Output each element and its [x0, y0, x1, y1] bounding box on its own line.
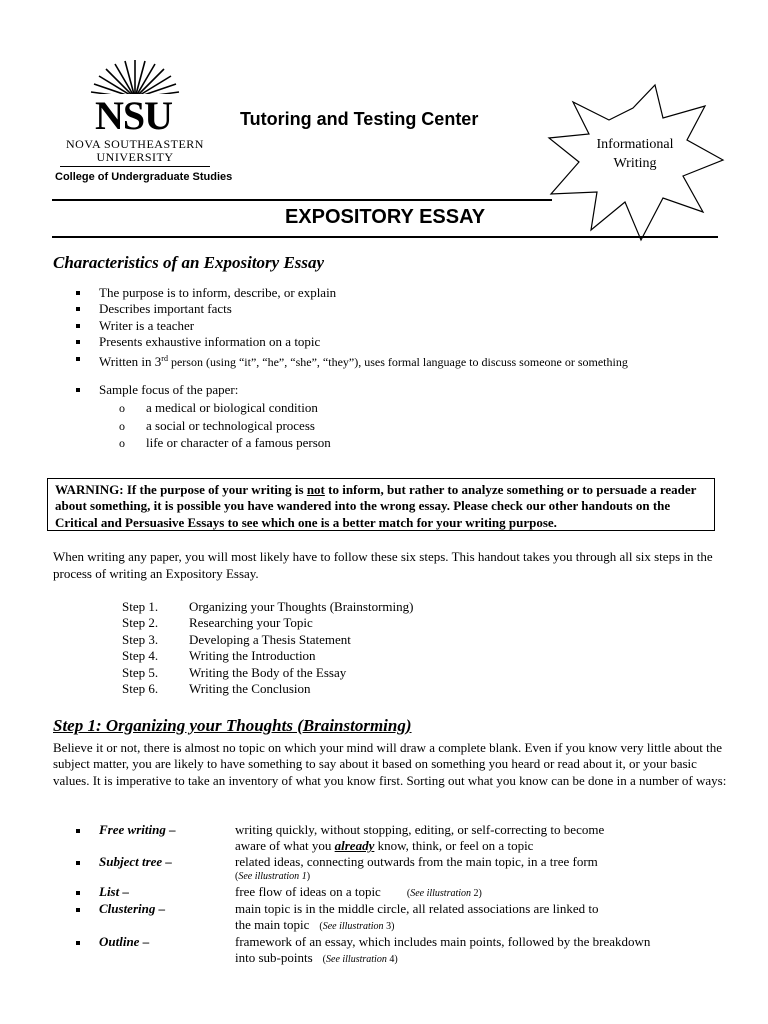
characteristics-heading: Characteristics of an Expository Essay: [53, 253, 325, 272]
bullet-square-icon: [76, 861, 80, 865]
list-item: o life or character of a famous person: [146, 434, 331, 452]
bullet-square-icon: [76, 891, 80, 895]
step-row: Step 2. Researching your Topic: [122, 615, 313, 631]
bullet-square-icon: [76, 908, 80, 912]
badge-text: [590, 135, 680, 173]
method-term: Free writing –: [99, 822, 176, 837]
bullet-circle-icon: o: [119, 418, 125, 433]
step-row: Step 3. Developing a Thesis Statement: [122, 631, 351, 647]
logo-divider: [60, 166, 210, 167]
bullet-square-icon: [76, 388, 80, 392]
list-item: Describes important facts: [99, 301, 628, 317]
badge-line1: Informational: [596, 137, 674, 152]
method-description: free flow of ideas on a topic (See illustration 2): [235, 884, 482, 899]
step-row: Step 6. Writing the Conclusion: [122, 681, 311, 697]
logo-abbrev: NSU: [95, 93, 173, 138]
college-name: College of Undergraduate Studies: [55, 171, 233, 183]
intro-paragraph: When writing any paper, you will most likely have to follow these six steps. This handout takes you through all six steps in the process of writing an Expository Essay.: [53, 549, 713, 581]
bullet-square-icon: [76, 829, 80, 833]
method-term: Subject tree –: [99, 854, 172, 869]
page-title: EXPOSITORY ESSAY: [284, 206, 486, 228]
logo-name-line2: UNIVERSITY: [96, 150, 174, 164]
step1-paragraph: Believe it or not, there is almost no topic on which your mind will draw a complete blank. Even if you know very little about the subject matter, you are likely to have something to say about it based on something you heard or read about it, or your basic values. It is imperative to take an inventory of what you know first. Sorting out what you know can be done in a number of ways:: [53, 740, 727, 788]
bullet-circle-icon: o: [119, 401, 125, 415]
list-item: o a social or technological process: [146, 417, 331, 435]
brainstorming-methods: [53, 822, 733, 972]
bullet-circle-icon: o: [119, 436, 125, 450]
focus-examples-list: [119, 399, 331, 452]
warning-emphasis: not: [306, 482, 325, 497]
bullet-square-icon: [76, 324, 80, 328]
method-description: related ideas, connecting outwards from the main topic, in a tree form (See illustration 1): [235, 854, 598, 883]
step-row: Step 5. Writing the Body of the Essay: [122, 664, 347, 680]
list-item: Sample focus of the paper:: [99, 382, 238, 398]
method-description: framework of an essay, which includes main points, followed by the breakdown into sub-points (See illustration 4): [235, 934, 651, 966]
focus-list: [99, 382, 238, 398]
badge-line2: Writing: [613, 156, 657, 171]
characteristics-list: [99, 285, 628, 370]
list-item: o a medical or biological condition: [146, 399, 331, 417]
list-item: The purpose is to inform, describe, or explain: [99, 285, 628, 301]
warning-box: WARNING: If the purpose of your writing is not to inform, but rather to analyze something or to persuade a reader about something, it is possible you have wandered into the wrong essay. Please check our other handouts on the Critical and Persuasive Essays to see which one is a better match for your writing purpose.: [47, 478, 715, 531]
method-term: Clustering –: [99, 901, 166, 916]
bullet-square-icon: [76, 357, 80, 361]
list-item: Presents exhaustive information on a topic: [99, 334, 628, 350]
header-rule-top: [52, 199, 552, 201]
bullet-square-icon: [76, 291, 80, 295]
steps-list: [122, 599, 413, 697]
step-row: Step 1. Organizing your Thoughts (Brainstorming): [122, 599, 414, 614]
step-row: Step 4. Writing the Introduction: [122, 648, 316, 664]
method-description: writing quickly, without stopping, editing, or self-correcting to become aware of what you already know, think, or feel on a topic: [235, 822, 605, 854]
center-title: Tutoring and Testing Center: [240, 109, 479, 129]
header-rule-bottom: [52, 236, 718, 238]
method-term: List –: [99, 884, 129, 899]
logo-name-line1: NOVA SOUTHEASTERN: [66, 137, 204, 151]
list-item: Writer is a teacher: [99, 318, 628, 334]
method-term: Outline –: [99, 934, 150, 949]
method-description: main topic is in the middle circle, all related associations are linked to the main topic (See illustration 3): [235, 901, 599, 933]
bullet-square-icon: [76, 340, 80, 344]
list-item: Written in 3rd person (using “it”, “he”, “she”, “they”), uses formal language to discuss someone or something: [99, 351, 628, 370]
bullet-square-icon: [76, 941, 80, 945]
step1-heading: Step 1: Organizing your Thoughts (Brainstorming): [53, 716, 412, 735]
bullet-square-icon: [76, 307, 80, 311]
